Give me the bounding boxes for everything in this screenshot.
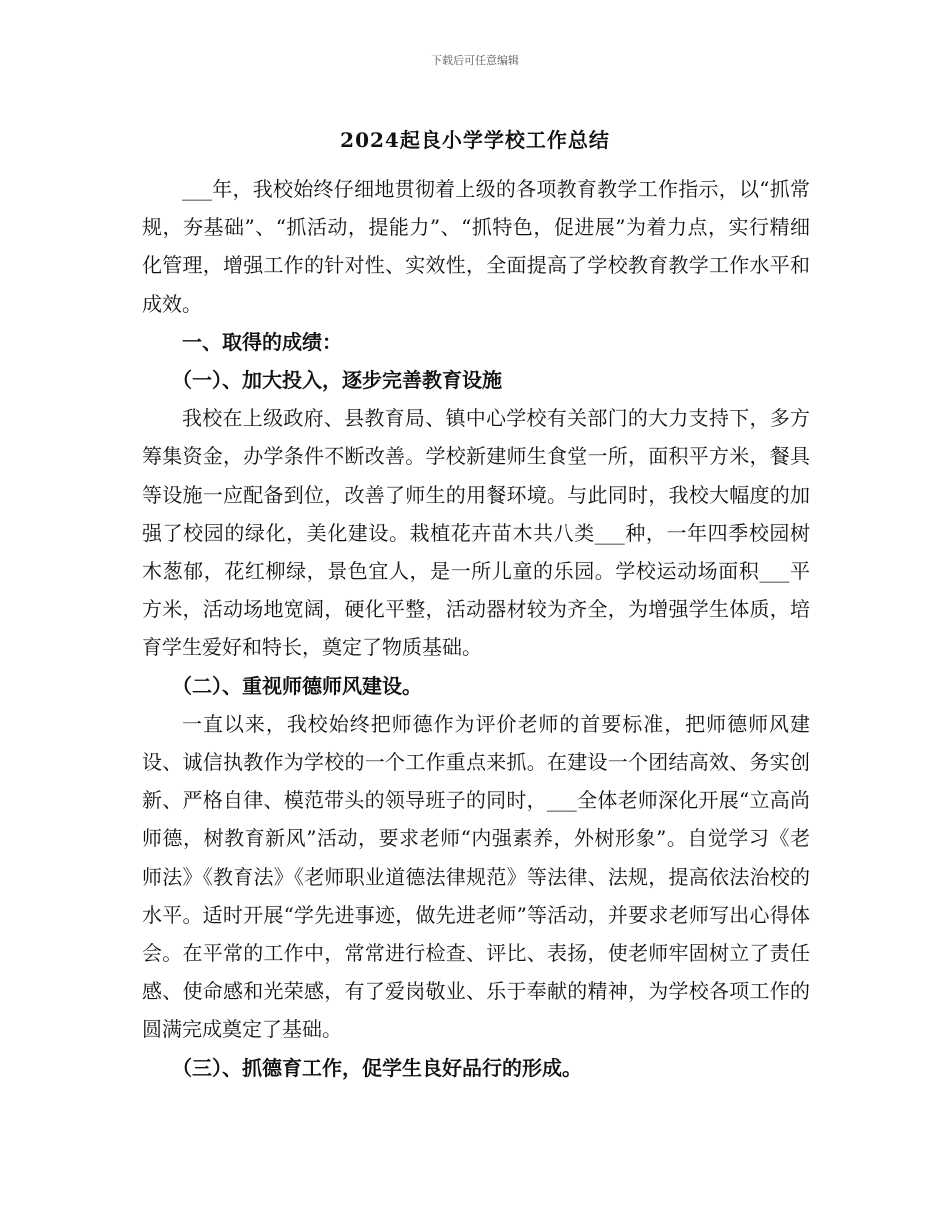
section-heading-achievements: 一、取得的成绩：	[182, 329, 342, 354]
header-note: 下载后可任意编辑	[431, 54, 519, 67]
document-body	[142, 170, 810, 1087]
subsection-heading-moral-education: （三）、抓德育工作，促学生良好品行的形成。	[172, 1055, 582, 1080]
subsection-heading-teacher-ethics: （二）、重视师德师风建设。	[172, 673, 422, 698]
facilities-paragraph: 我校在上级政府、县教育局、镇中心学校有关部门的大力支持下，多方筹集资金，办学条件不断改善。学校新建师生食堂一所，面积平方米，餐具等设施一应配备到位，改善了师生的用餐环境。与此同时，我校大幅度的加强了校园的绿化，美化建设。栽植花卉苗木共八类___种，一年四季校园树木葱郁，花红柳绿，景色宜人，是一所儿童的乐园。学校运动场面积___平方米，活动场地宽阔，硬化平整，活动器材较为齐全，为增强学生体质，培育学生爱好和特长，奠定了物质基础。	[142, 406, 810, 660]
intro-paragraph: ___年，我校始终仔细地贯彻着上级的各项教育教学工作指示，以“抓常规，夯基础”、“抓活动，提能力”、“抓特色，促进展”为着力点，实行精细化管理，增强工作的针对性、实效性，全面提高了学校教育教学工作水平和成效。	[142, 177, 810, 316]
teacher-ethics-paragraph: 一直以来，我校始终把师德作为评价老师的首要标准，把师德师风建设、诚信执教作为学校的一个工作重点来抓。在建设一个团结高效、务实创新、严格自律、模范带头的领导班子的同时，___全体老师深化开展“立高尚师德，树教育新风”活动，要求老师“内强素养，外树形象”。自觉学习《老师法》《教育法》《老师职业道德法律规范》等法律、法规，提高依法治校的水平。适时开展“学先进事迹，做先进老师”等活动，并要求老师写出心得体会。在平常的工作中，常常进行检查、评比、表扬，使老师牢固树立了责任感、使命感和光荣感，有了爱岗敬业、乐于奉献的精神，为学校各项工作的圆满完成奠定了基础。	[142, 711, 810, 1042]
document-title: 2024起良小学学校工作总结	[340, 128, 610, 152]
subsection-heading-facilities: （一）、加大投入，逐步完善教育设施	[172, 368, 502, 393]
